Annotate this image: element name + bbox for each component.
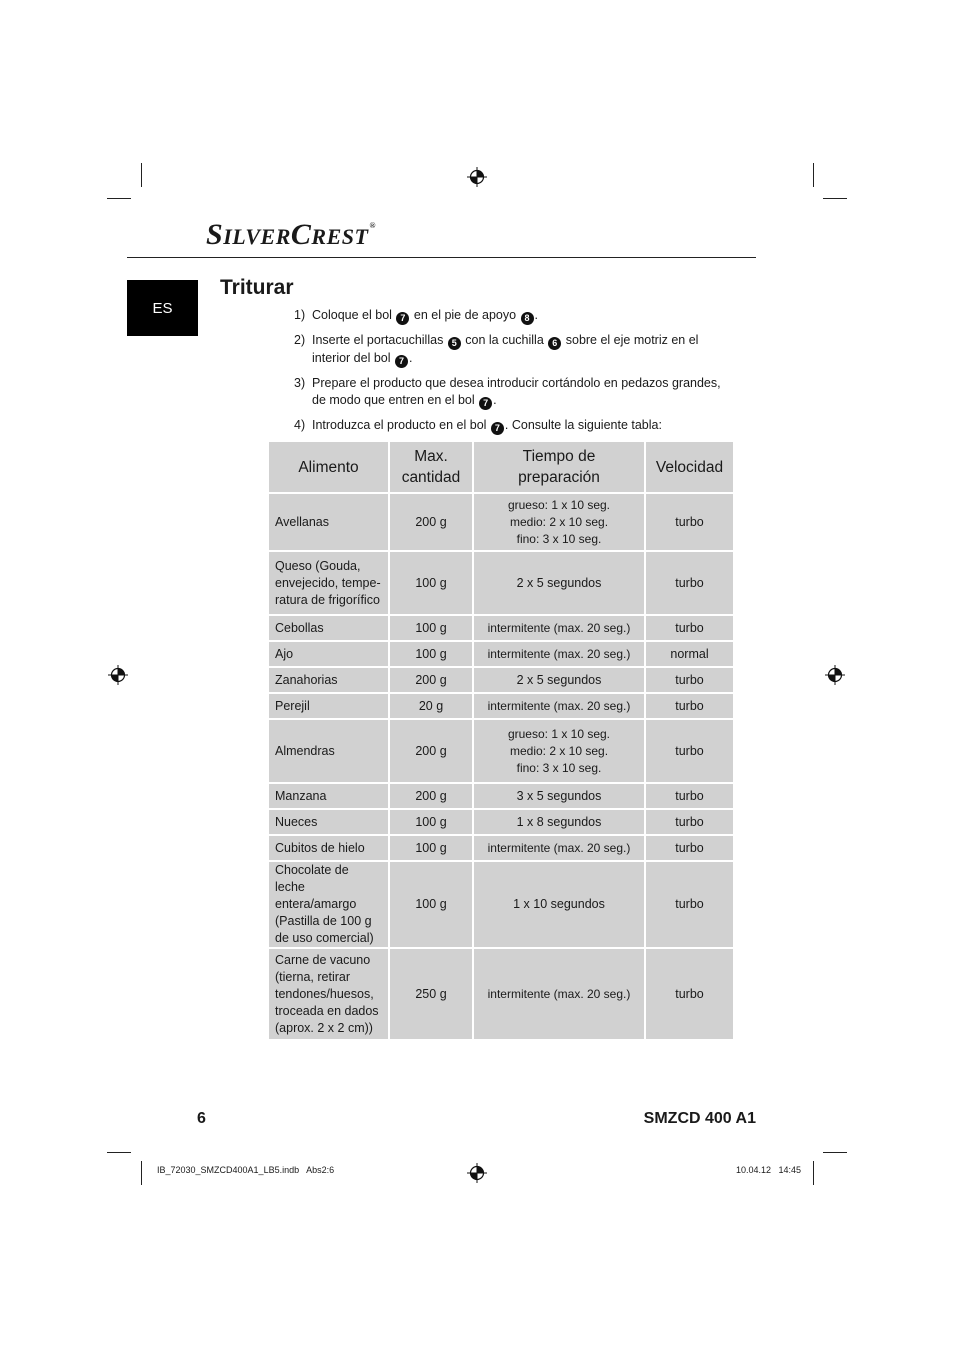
cell-alimento: Avellanas: [268, 493, 389, 551]
step-text-part: .: [409, 351, 413, 365]
table-header-row: [268, 441, 734, 493]
step-number: 1): [294, 308, 306, 322]
cell-alimento: Queso (Gouda, envejecido, tempe-ratura de frigorífico: [268, 551, 389, 615]
table-row: [268, 835, 734, 861]
cell-alimento: Ajo: [268, 641, 389, 667]
table-row: [268, 551, 734, 615]
crop-mark: [813, 163, 814, 187]
cell-cantidad: 250 g: [389, 948, 473, 1040]
header-cantidad: Max. cantidad: [389, 441, 473, 493]
cell-tiempo: intermitente (max. 20 seg.): [473, 615, 645, 641]
step-item: [294, 307, 734, 325]
cell-tiempo: grueso: 1 x 10 seg. medio: 2 x 10 seg. fino: 3 x 10 seg.: [473, 493, 645, 551]
part-number-icon: 8: [521, 312, 534, 325]
cell-velocidad: turbo: [645, 948, 734, 1040]
language-tab: ES: [127, 280, 198, 336]
brand-logo: SILVERCREST®: [206, 218, 376, 251]
cell-velocidad: turbo: [645, 693, 734, 719]
print-slug-datetime: 10.04.12 14:45: [736, 1165, 802, 1175]
registration-mark-icon: [825, 665, 845, 685]
part-number-icon: 7: [395, 355, 408, 368]
cell-tiempo: 1 x 8 segundos: [473, 809, 645, 835]
cell-cantidad: 100 g: [389, 551, 473, 615]
step-text-part: sobre el eje motriz en el interior del bol: [312, 333, 699, 365]
cell-tiempo: 3 x 5 segundos: [473, 783, 645, 809]
cell-velocidad: turbo: [645, 615, 734, 641]
cell-cantidad: 100 g: [389, 809, 473, 835]
header-velocidad: Velocidad: [645, 441, 734, 493]
instruction-steps: [294, 307, 734, 442]
cell-cantidad: 100 g: [389, 835, 473, 861]
crop-mark: [813, 1161, 814, 1185]
step-text: [312, 307, 734, 325]
part-number-icon: 7: [479, 397, 492, 410]
crop-mark: [823, 1152, 847, 1153]
step-text-part: Inserte el portacuchillas: [312, 333, 447, 347]
step-text: [312, 375, 734, 410]
part-number-icon: 7: [491, 422, 504, 435]
crop-mark: [107, 1152, 131, 1153]
step-text-part: .: [493, 393, 497, 407]
cell-alimento: Nueces: [268, 809, 389, 835]
part-number-icon: 6: [548, 337, 561, 350]
cell-alimento: Cebollas: [268, 615, 389, 641]
step-text: [312, 417, 734, 435]
part-number-icon: 5: [448, 337, 461, 350]
cell-cantidad: 20 g: [389, 693, 473, 719]
cell-cantidad: 100 g: [389, 641, 473, 667]
cell-tiempo: intermitente (max. 20 seg.): [473, 835, 645, 861]
cell-velocidad: turbo: [645, 809, 734, 835]
cell-velocidad: turbo: [645, 783, 734, 809]
table-row: [268, 641, 734, 667]
crop-mark: [823, 198, 847, 199]
cell-cantidad: 100 g: [389, 861, 473, 948]
header-alimento: Alimento: [268, 441, 389, 493]
cell-tiempo: intermitente (max. 20 seg.): [473, 641, 645, 667]
step-item: [294, 417, 734, 435]
step-number: 4): [294, 418, 306, 432]
section-title: Triturar: [220, 276, 294, 299]
chopping-table: [267, 440, 735, 1041]
cell-velocidad: turbo: [645, 667, 734, 693]
registration-mark-icon: [467, 1163, 487, 1183]
cell-tiempo: intermitente (max. 20 seg.): [473, 948, 645, 1040]
cell-tiempo: grueso: 1 x 10 seg. medio: 2 x 10 seg. fino: 3 x 10 seg.: [473, 719, 645, 783]
print-slug-file: IB_72030_SMZCD400A1_LB5.indb Abs2:6: [157, 1165, 335, 1175]
step-text-part: Coloque el bol: [312, 308, 396, 322]
cell-velocidad: turbo: [645, 835, 734, 861]
cell-alimento: Zanahorias: [268, 667, 389, 693]
cell-tiempo: 1 x 10 segundos: [473, 861, 645, 948]
cell-cantidad: 100 g: [389, 615, 473, 641]
step-text-part: con la cuchilla: [461, 333, 548, 347]
table-row: [268, 667, 734, 693]
table-row: [268, 809, 734, 835]
cell-alimento: Chocolate de leche entera/amargo (Pastilla de 100 g de uso comercial): [268, 861, 389, 948]
cell-tiempo: 2 x 5 segundos: [473, 667, 645, 693]
cell-cantidad: 200 g: [389, 667, 473, 693]
step-text-part: Introduzca el producto en el bol: [312, 418, 490, 432]
step-text-part: .: [534, 308, 539, 322]
cell-velocidad: turbo: [645, 551, 734, 615]
table-row: [268, 719, 734, 783]
cell-velocidad: turbo: [645, 861, 734, 948]
table-row: [268, 948, 734, 1040]
step-text-part: en el pie de apoyo: [410, 308, 520, 322]
step-number: 2): [294, 333, 306, 347]
crop-mark: [141, 1161, 142, 1185]
step-text: [312, 332, 734, 368]
trademark: ®: [369, 221, 376, 230]
step-item: [294, 332, 734, 368]
table-row: [268, 783, 734, 809]
table-row: [268, 693, 734, 719]
cell-cantidad: 200 g: [389, 719, 473, 783]
cell-alimento: Perejil: [268, 693, 389, 719]
step-text-part: Prepare el producto que desea introducir cortándolo en pedazos grandes, de modo que entren en el bol: [312, 376, 721, 407]
part-number-icon: 7: [396, 312, 409, 325]
table-row: [268, 493, 734, 551]
cell-alimento: Carne de vacuno (tierna, retirar tendones/huesos, troceada en dados (aprox. 2 x 2 cm)): [268, 948, 389, 1040]
cell-velocidad: turbo: [645, 493, 734, 551]
header-tiempo: Tiempo de preparación: [473, 441, 645, 493]
crop-mark: [107, 198, 131, 199]
registration-mark-icon: [467, 167, 487, 187]
cell-alimento: Manzana: [268, 783, 389, 809]
crop-mark: [141, 163, 142, 187]
step-item: [294, 375, 734, 410]
registration-mark-icon: [108, 665, 128, 685]
cell-alimento: Almendras: [268, 719, 389, 783]
cell-cantidad: 200 g: [389, 783, 473, 809]
step-text-part: . Consulte la siguiente tabla:: [504, 418, 662, 432]
cell-alimento: Cubitos de hielo: [268, 835, 389, 861]
cell-tiempo: intermitente (max. 20 seg.): [473, 693, 645, 719]
page-number: 6: [197, 1110, 206, 1127]
table-row: [268, 861, 734, 948]
header-rule: [127, 257, 756, 258]
step-number: 3): [294, 376, 306, 390]
cell-cantidad: 200 g: [389, 493, 473, 551]
cell-velocidad: turbo: [645, 719, 734, 783]
model-number: SMZCD 400 A1: [643, 1110, 756, 1127]
cell-tiempo: 2 x 5 segundos: [473, 551, 645, 615]
table-row: [268, 615, 734, 641]
cell-velocidad: normal: [645, 641, 734, 667]
